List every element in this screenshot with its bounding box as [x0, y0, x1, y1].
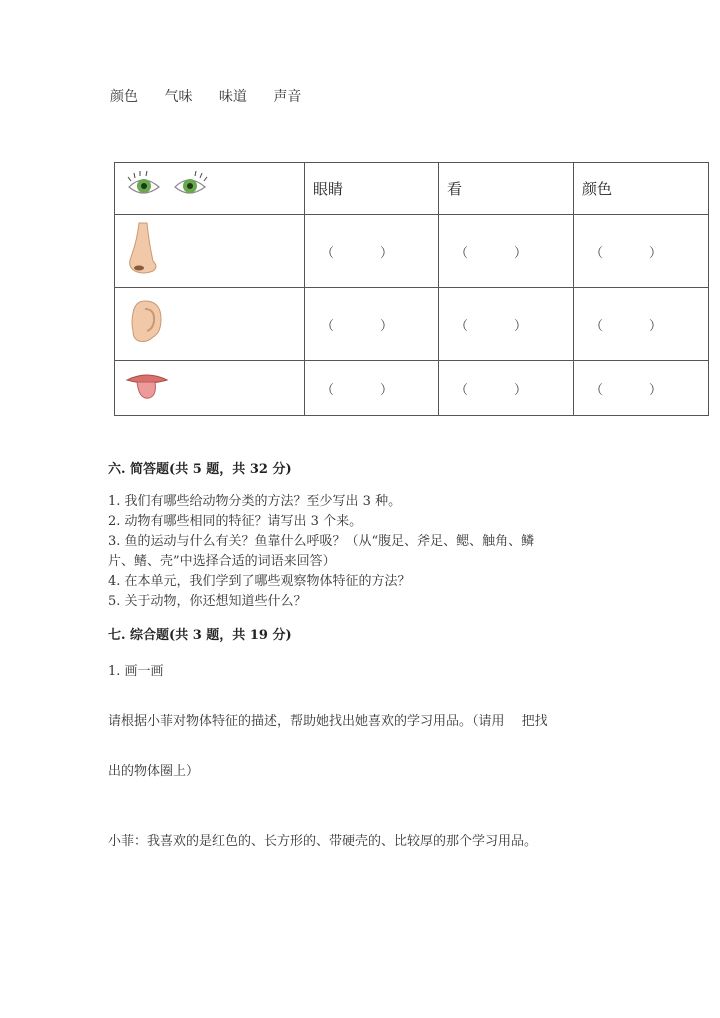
blank-close: ） [514, 318, 528, 334]
header-organ: 眼睛 [305, 163, 439, 215]
table-row [115, 215, 709, 288]
question-line: 1. 我们有哪些给动物分类的方法？至少写出 3 种。 [108, 494, 402, 509]
blank-close: ） [649, 318, 663, 334]
blank-open: （ [321, 245, 335, 261]
blank-open: （ [590, 382, 604, 398]
blank-close: ） [649, 245, 663, 261]
blank-open: （ [590, 245, 604, 261]
question-line: 3. 鱼的运动与什么有关？鱼靠什么呼吸？（从“腹足、斧足、鳃、触角、鳞 [108, 534, 535, 549]
question-line: 片、鳍、壳”中选择合适的词语来回答） [108, 554, 336, 569]
blank-open: （ [321, 382, 335, 398]
eyes-image-cell [115, 163, 305, 215]
nose-icon [125, 221, 165, 277]
nose-image-cell [115, 215, 305, 288]
blank-open: （ [455, 245, 469, 261]
header-feature: 颜色 [574, 163, 709, 215]
question-line: 2. 动物有哪些相同的特征？请写出 3 个来。 [108, 514, 363, 529]
blank-open: （ [590, 318, 604, 334]
blank-close: ） [380, 245, 394, 261]
tongue-image-cell [115, 361, 305, 416]
blank-close: ） [514, 245, 528, 261]
q1-label: 1. 画一画 [108, 664, 164, 679]
instruction-line-2: 出的物体圈上） [108, 764, 200, 779]
senses-table [114, 162, 709, 416]
section-7-title: 七. 综合题(共 3 题，共 19 分) [108, 628, 292, 643]
ear-icon [125, 297, 165, 347]
header-action: 看 [439, 163, 574, 215]
blank-close: ） [514, 382, 528, 398]
word-option: 味道 [218, 89, 247, 105]
eyes-icon [125, 167, 215, 207]
question-line: 5. 关于动物，你还想知道些什么？ [108, 594, 307, 609]
blank-open: （ [455, 318, 469, 334]
word-bank [110, 86, 323, 106]
table-row [115, 288, 709, 361]
instruction-line-1: 请根据小菲对物体特征的描述，帮助她找出她喜欢的学习用品。（请用 把找 [108, 714, 548, 729]
xiaofei-description: 小菲：我喜欢的是红色的、长方形的、带硬壳的、比较厚的那个学习用品。 [108, 834, 538, 849]
blank-close: ） [649, 382, 663, 398]
word-option: 颜色 [110, 89, 138, 105]
question-line: 4. 在本单元，我们学到了哪些观察物体特征的方法？ [108, 574, 411, 589]
blank-open: （ [455, 382, 469, 398]
tongue-icon [125, 370, 169, 402]
table-header-row [115, 163, 709, 215]
ear-image-cell [115, 288, 305, 361]
section-6-title: 六. 简答题(共 5 题，共 32 分) [108, 462, 292, 477]
table-row [115, 361, 709, 416]
word-option: 气味 [164, 89, 193, 105]
word-option: 声音 [273, 89, 302, 105]
blank-open: （ [321, 318, 335, 334]
section-6-questions [108, 492, 628, 612]
blank-close: ） [380, 318, 394, 334]
blank-close: ） [380, 382, 394, 398]
